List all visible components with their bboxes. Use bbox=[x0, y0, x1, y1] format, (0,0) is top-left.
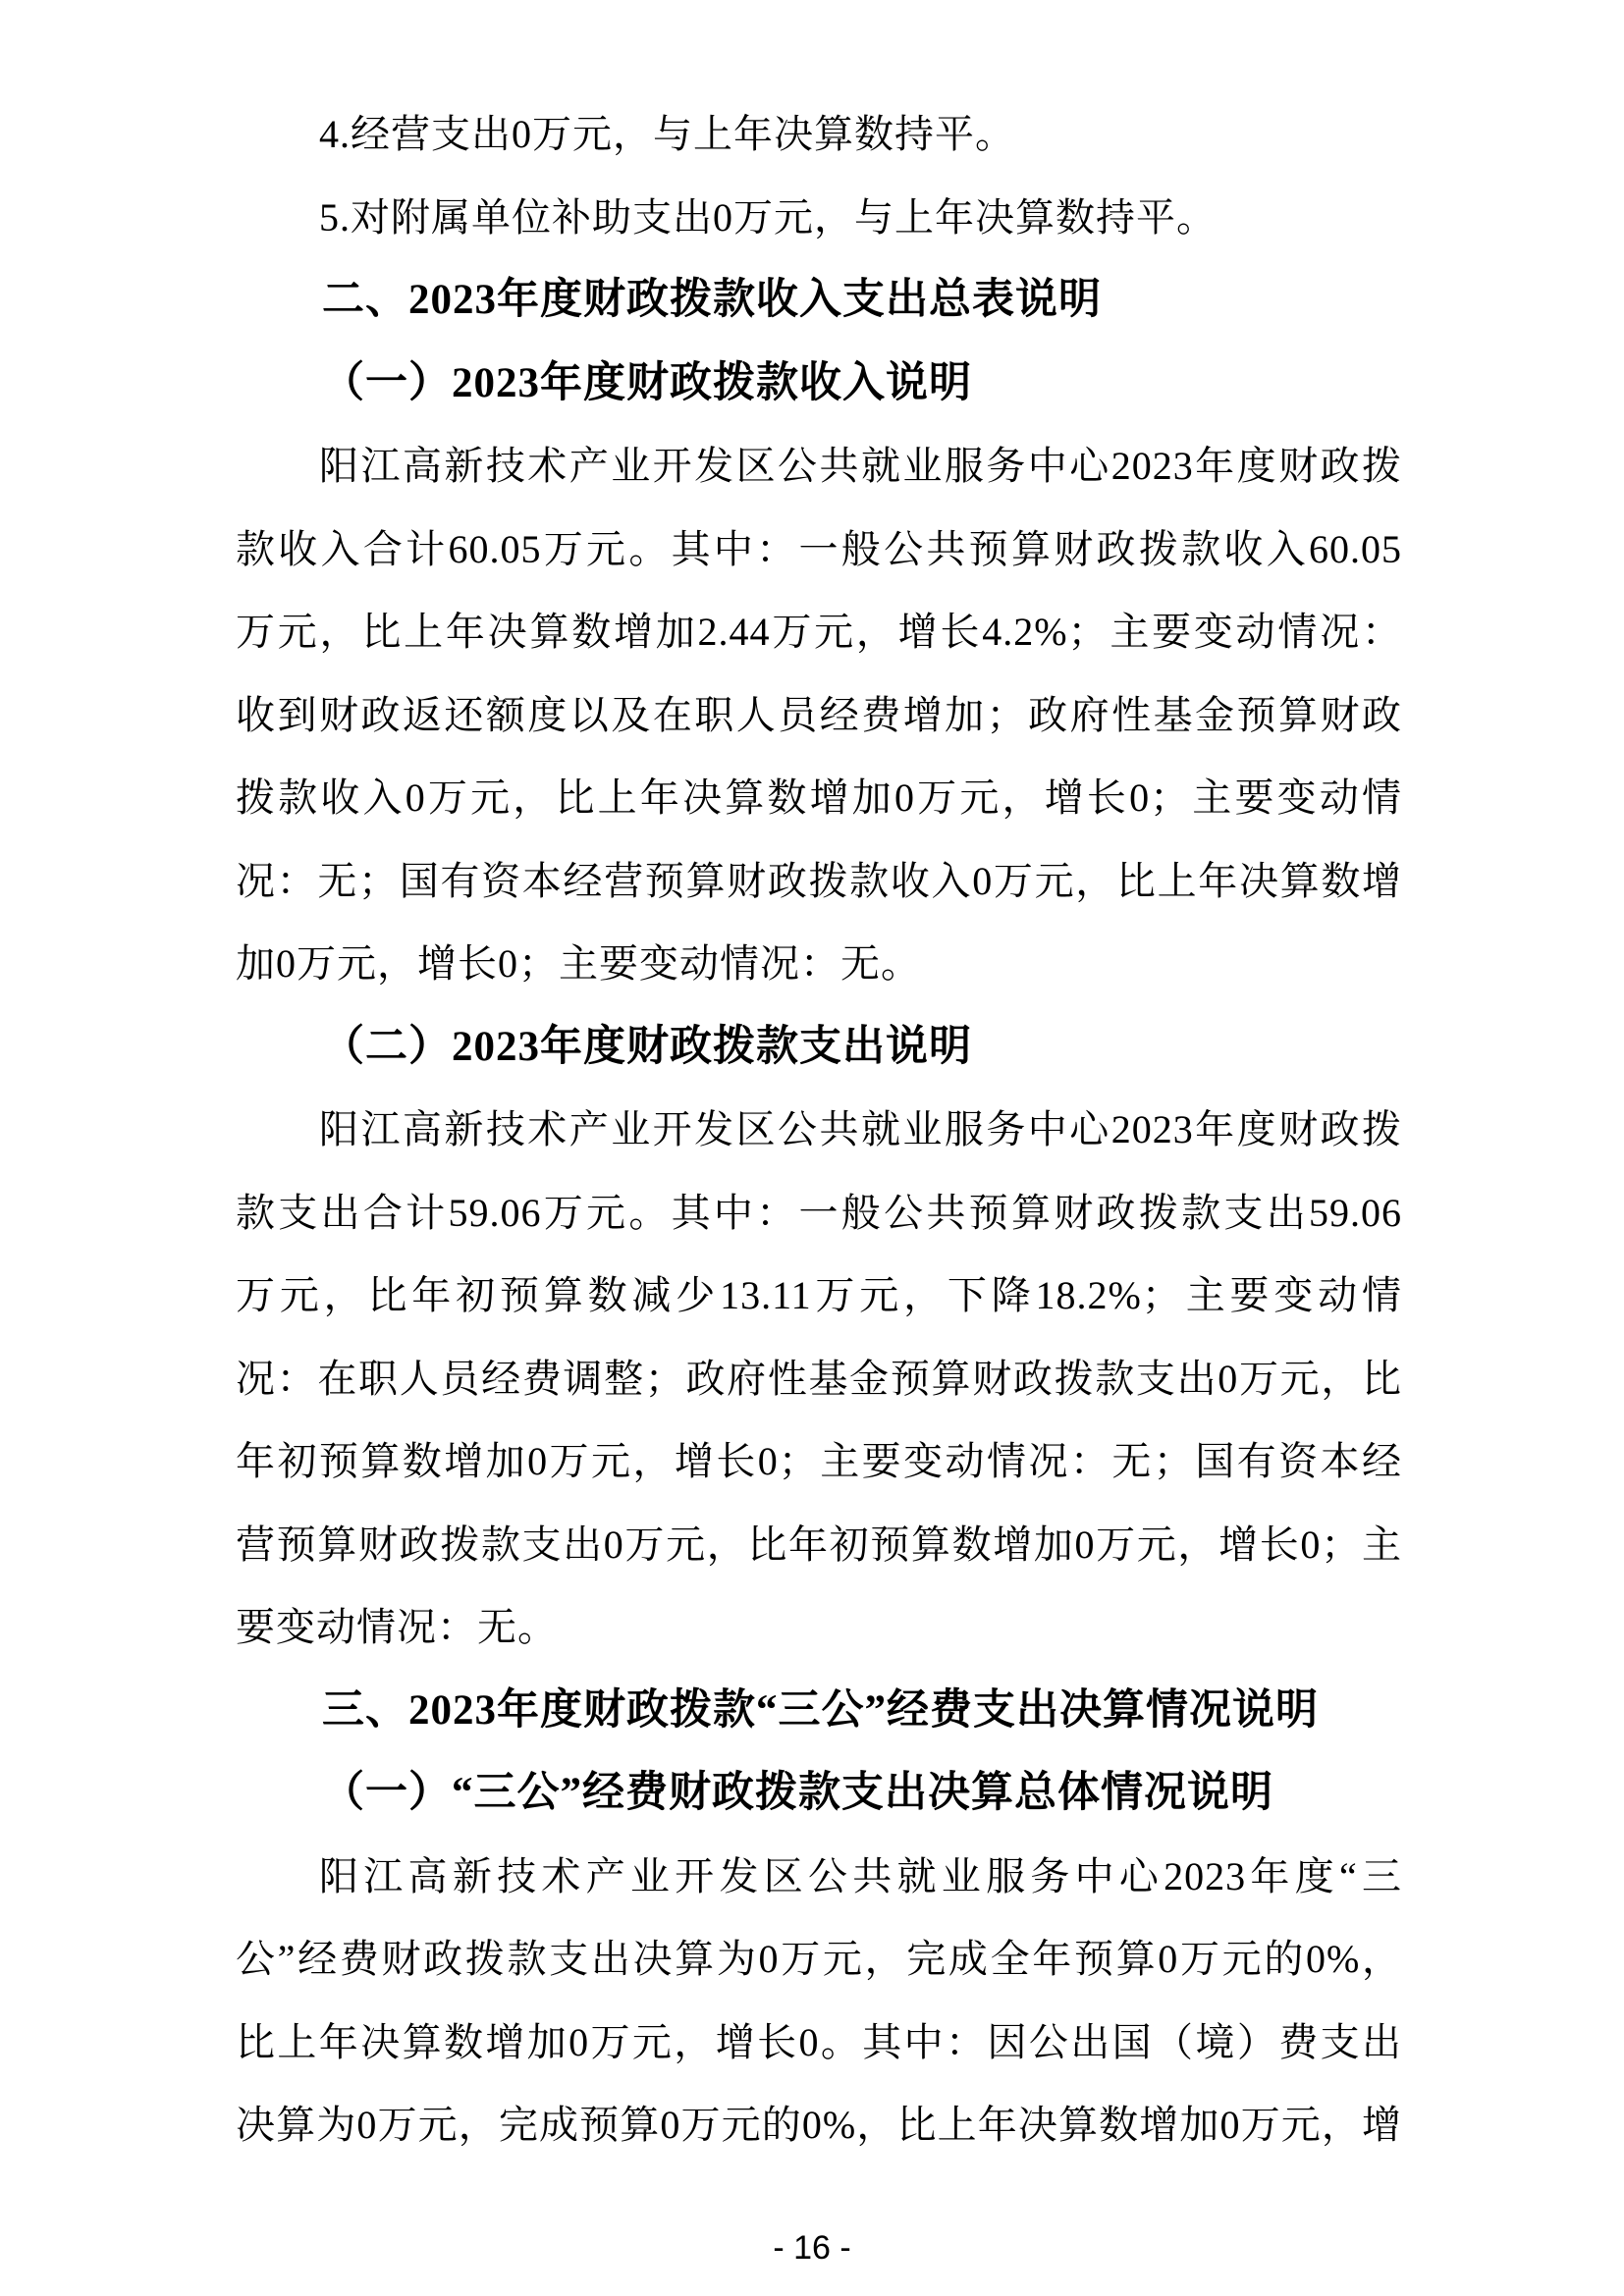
section-heading: （一）2023年度财政拨款收入说明 bbox=[322, 359, 972, 406]
paragraph-line: 加0万元，增长0；主要变动情况：无。 bbox=[236, 941, 921, 986]
paragraph-line: 年初预算数增加0万元，增长0；主要变动情况：无；国有资本经 bbox=[236, 1439, 1402, 1483]
section-heading: 二、2023年度财政拨款收入支出总表说明 bbox=[322, 277, 1102, 323]
paragraph-line: 万元，比年初预算数减少13.11万元，下降18.2%；主要变动情 bbox=[236, 1273, 1402, 1317]
section-heading: （二）2023年度财政拨款支出说明 bbox=[322, 1023, 972, 1070]
paragraph-line: 阳江高新技术产业开发区公共就业服务中心2023年度“三 bbox=[319, 1853, 1402, 1898]
paragraph-line: 款收入合计60.05万元。其中：一般公共预算财政拨款收入60.05 bbox=[236, 526, 1402, 571]
paragraph-line: 阳江高新技术产业开发区公共就业服务中心2023年度财政拨 bbox=[319, 1107, 1402, 1151]
paragraph-line: 营预算财政拨款支出0万元，比年初预算数增加0万元，增长0；主 bbox=[236, 1522, 1402, 1567]
section-heading: 三、2023年度财政拨款“三公”经费支出决算情况说明 bbox=[322, 1686, 1319, 1734]
paragraph-line: 5.对附属单位补助支出0万元，与上年决算数持平。 bbox=[319, 194, 1217, 240]
paragraph-line: 比上年决算数增加0万元，增长0。其中：因公出国（境）费支出 bbox=[236, 2019, 1402, 2064]
paragraph-line: 要变动情况：无。 bbox=[236, 1605, 558, 1649]
section-heading: （一）“三公”经费财政拨款支出决算总体情况说明 bbox=[322, 1770, 1273, 1816]
paragraph-line: 阳江高新技术产业开发区公共就业服务中心2023年度财政拨 bbox=[319, 444, 1402, 488]
paragraph-line: 决算为0万元，完成预算0万元的0%，比上年决算数增加0万元，增 bbox=[236, 2103, 1402, 2147]
paragraph-line: 4.经营支出0万元，与上年决算数持平。 bbox=[319, 112, 1015, 156]
paragraph-line: 收到财政返还额度以及在职人员经费增加；政府性基金预算财政 bbox=[236, 692, 1402, 737]
paragraph-line: 况：在职人员经费调整；政府性基金预算财政拨款支出0万元，比 bbox=[236, 1356, 1402, 1401]
document-body bbox=[236, 93, 1402, 2167]
paragraph-line: 况：无；国有资本经营预算财政拨款收入0万元，比上年决算数增 bbox=[236, 858, 1402, 903]
paragraph-line: 公”经费财政拨款支出决算为0万元，完成全年预算0万元的0%， bbox=[236, 1937, 1402, 1981]
page-number: - 16 - bbox=[773, 2229, 851, 2267]
paragraph-line: 款支出合计59.06万元。其中：一般公共预算财政拨款支出59.06 bbox=[236, 1190, 1402, 1235]
paragraph-line: 万元，比上年决算数增加2.44万元，增长4.2%；主要变动情况： bbox=[236, 610, 1402, 654]
paragraph-line: 拨款收入0万元，比上年决算数增加0万元，增长0；主要变动情 bbox=[236, 775, 1402, 820]
